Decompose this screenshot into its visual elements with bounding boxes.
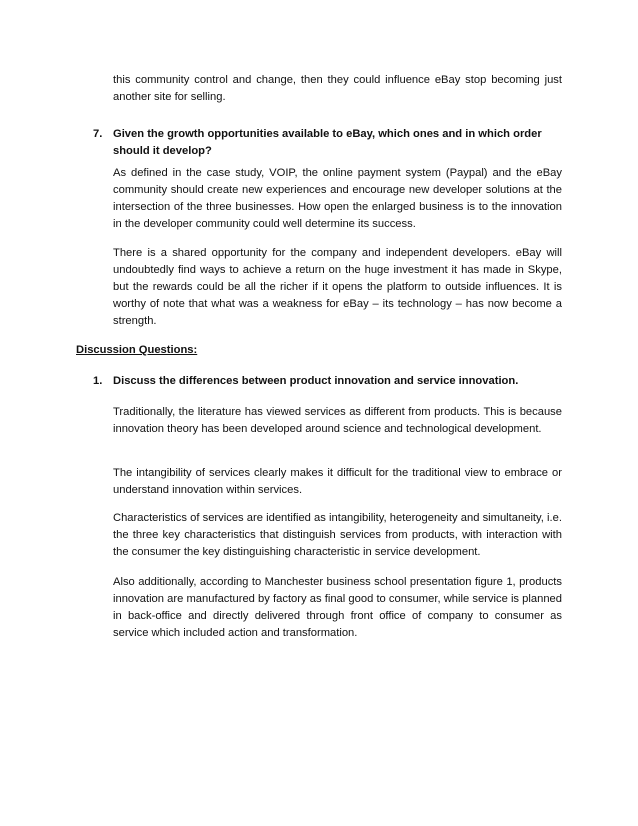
discussion-paragraph-1: Traditionally, the literature has viewed services as different from products. This is because innovation theory has been developed around science and technological development. [113,406,562,435]
question-7-paragraph-1: As defined in the case study, VOIP, the online payment system (Paypal) and the eBay community should create new experiences and encourage new developer solutions at the intersection of the three businesses. How open the enlarged business is to the innovation in the developer community could well determine its success. [113,167,562,230]
question-7-number: 7. [93,128,103,140]
question-7-paragraph-2: There is a shared opportunity for the company and independent developers. eBay will undoubtedly find ways to achieve a return on the huge investment it has made in Skype, but the rewards could be all the richer if it opens the platform to outside influences. It is worthy of note that what was a weakness for eBay – its technology – has now become a strength. [113,247,562,327]
continuation-paragraph: this community control and change, then they could influence eBay stop becoming just another site for selling. [113,74,562,103]
question-7-text: Given the growth opportunities available to eBay, which ones and in which order should it develop? [113,128,542,157]
discussion-heading: Discussion Questions: [76,344,198,356]
discussion-question-1-number: 1. [93,375,103,387]
discussion-paragraph-3: Characteristics of services are identified as intangibility, heterogeneity and simultaneity, i.e. the three key characteristics that distinguish services from products, with interaction with the consumer the key distinguishing characteristic in service development. [113,512,562,558]
discussion-paragraph-2: The intangibility of services clearly makes it difficult for the traditional view to embrace or understand innovation within services. [113,467,562,496]
discussion-paragraph-4: Also additionally, according to Manchester business school presentation figure 1, products innovation are manufactured by factory as final good to consumer, while service is planned in back-office and directly delivered through front office of company to consumer as service which included action and transformation. [113,576,562,639]
discussion-question-1-text: Discuss the differences between product innovation and service innovation. [113,375,519,387]
